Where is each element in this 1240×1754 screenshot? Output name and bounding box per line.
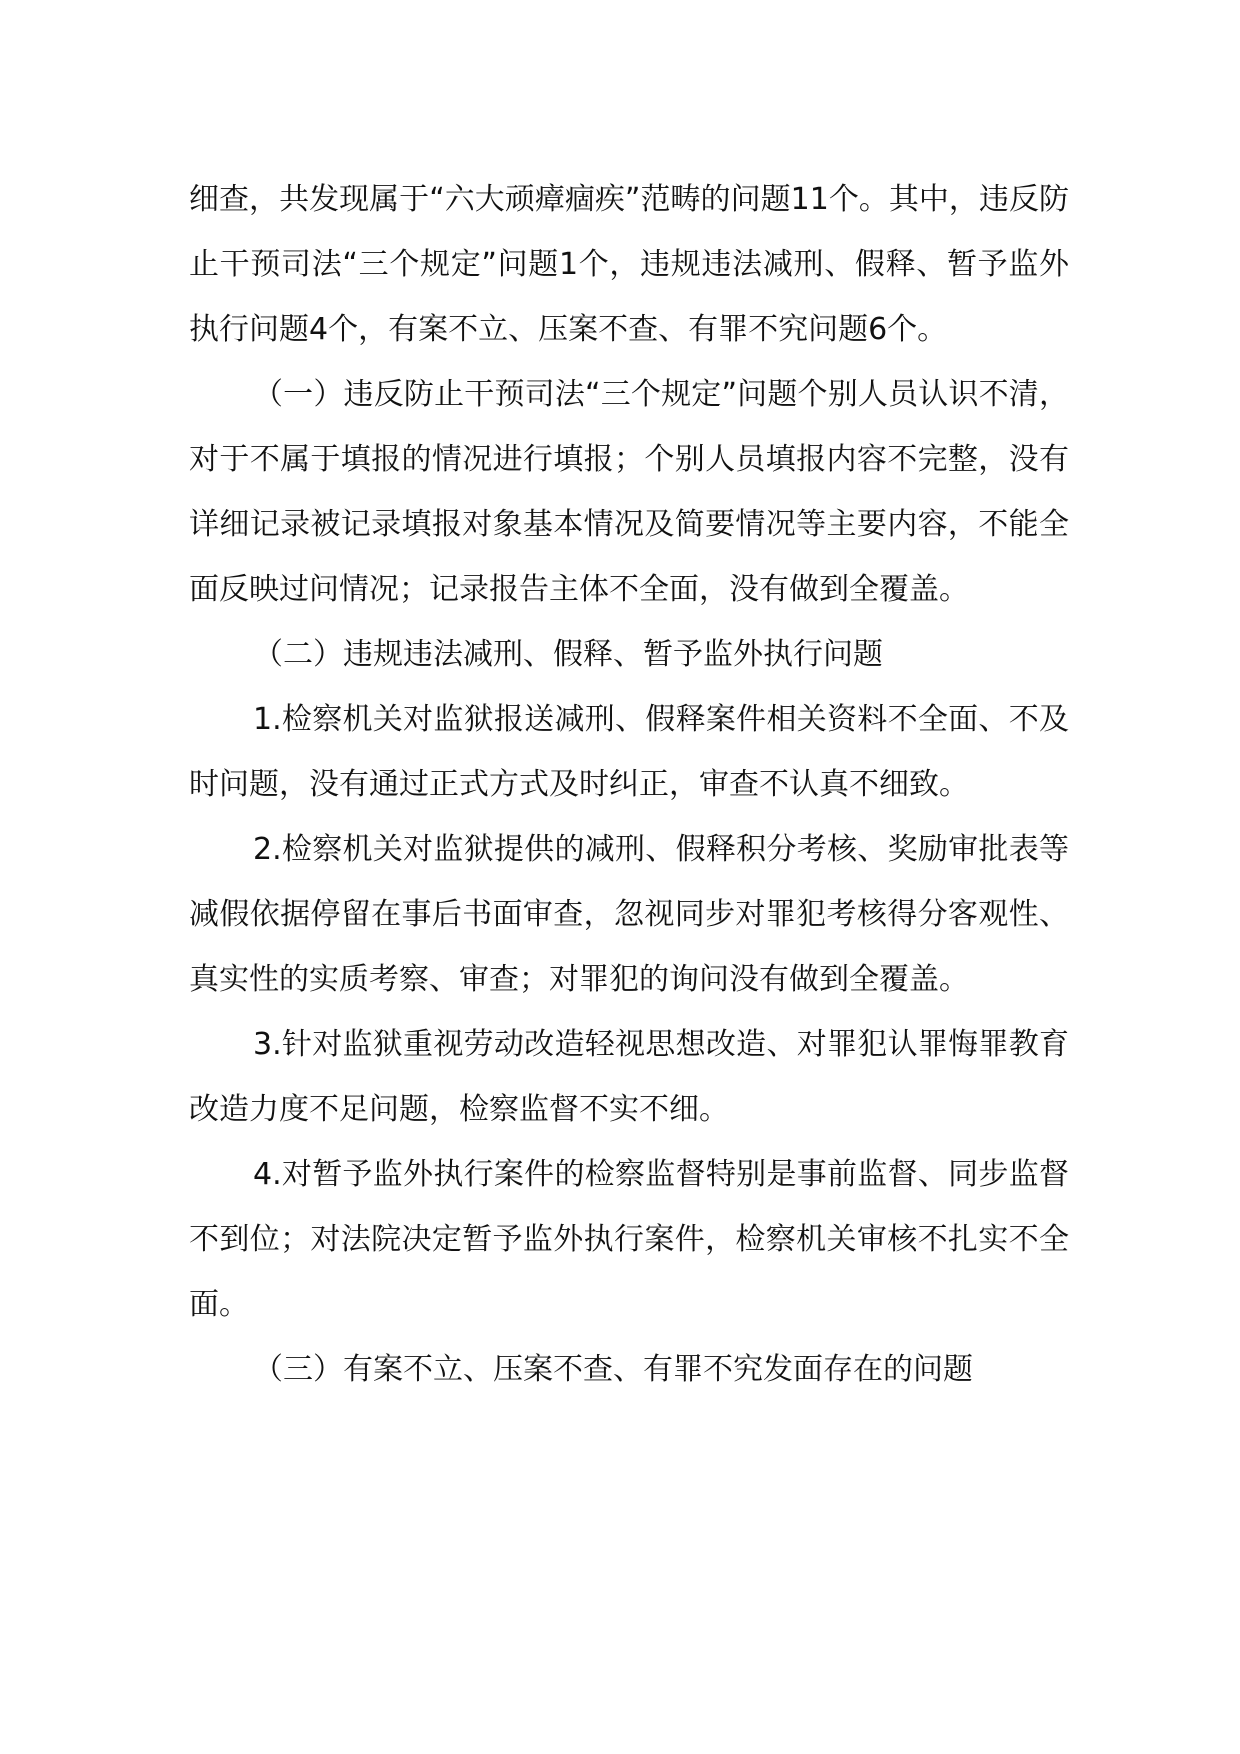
paragraph-item-4: 4.对暂予监外执行案件的检察监督特别是事前监督、同步监督不到位；对法院决定暂予监外执行案件，检察机关审核不扎实不全面。 [189, 1157, 1069, 1322]
paragraph-item-3: 3.针对监狱重视劳动改造轻视思想改造、对罪犯认罪悔罪教育改造力度不足问题，检察监督不实不细。 [189, 1027, 1069, 1127]
document-body [189, 167, 1069, 1402]
paragraph-item-1: 1.检察机关对监狱报送减刑、假释案件相关资料不全面、不及时问题，没有通过正式方式及时纠正，审查不认真不细致。 [189, 702, 1069, 802]
paragraph-section-2-heading: （二）违规违法减刑、假释、暂予监外执行问题 [253, 637, 883, 672]
paragraph-item-2: 2.检察机关对监狱提供的减刑、假释积分考核、奖励审批表等减假依据停留在事后书面审查，忽视同步对罪犯考核得分客观性、真实性的实质考察、审查；对罪犯的询问没有做到全覆盖。 [189, 832, 1069, 997]
paragraph-1: 细查，共发现属于“六大顽瘴痼疾”范畴的问题11个。其中，违反防止干预司法“三个规定”问题1个，违规违法减刑、假释、暂予监外执行问题4个，有案不立、压案不查、有罪不究问题6个。 [189, 182, 1069, 347]
paragraph-section-3-heading: （三）有案不立、压案不查、有罪不究发面存在的问题 [253, 1352, 973, 1387]
paragraph-section-1: （一）违反防止干预司法“三个规定”问题个别人员认识不清，对于不属于填报的情况进行填报；个别人员填报内容不完整，没有详细记录被记录填报对象基本情况及简要情况等主要内容，不能全面反映过问情况；记录报告主体不全面，没有做到全覆盖。 [189, 377, 1069, 607]
